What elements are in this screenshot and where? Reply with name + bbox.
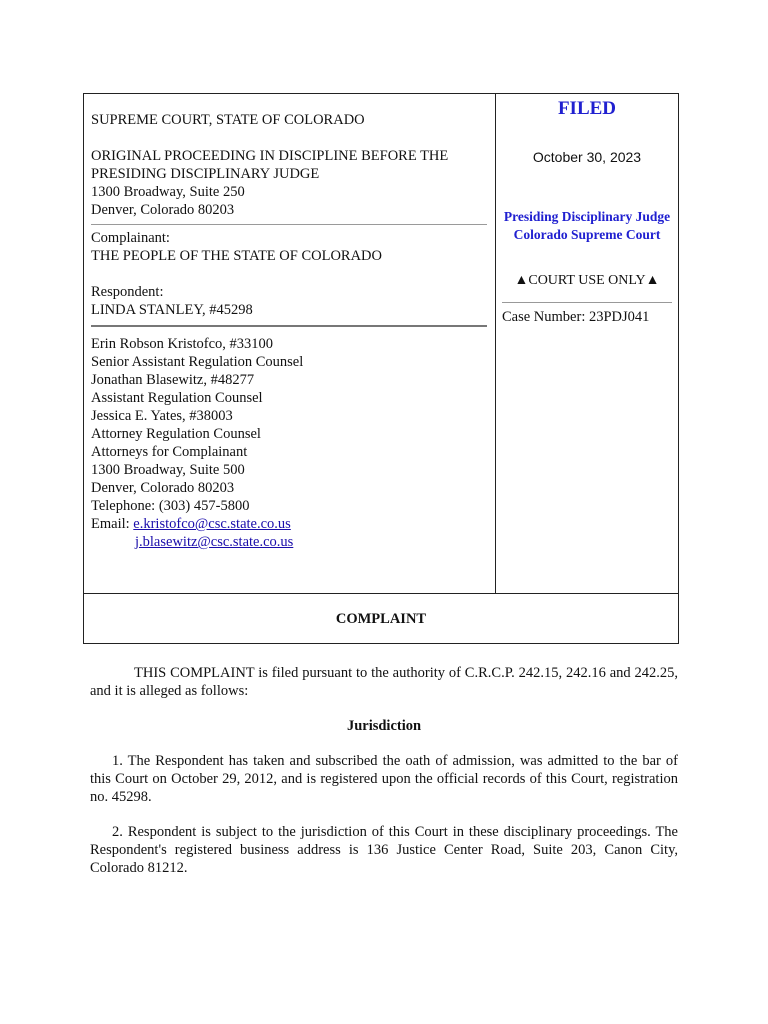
judge-stamp <box>496 208 678 244</box>
section-heading: Jurisdiction <box>346 718 422 734</box>
case-caption-box <box>83 93 679 644</box>
complaint-body <box>90 664 678 894</box>
counsel-line: Telephone: (303) 457-5800 <box>91 498 250 514</box>
case-number: Case Number: 23PDJ041 <box>502 309 650 325</box>
paragraph-1: 1. The Respondent has taken and subscribed the oath of admission, was admitted to the bar of this Court on October 29, 2012, and is registered upon the official records of this Court, registration no. 45298. <box>90 753 678 805</box>
respondent-label: Respondent: <box>91 284 164 300</box>
counsel-line: Attorney Regulation Counsel <box>91 426 261 442</box>
divider <box>502 302 672 303</box>
caption-divider-vertical <box>495 94 496 593</box>
judge-stamp-line-2: Colorado Supreme Court <box>513 227 661 242</box>
court-name: SUPREME COURT, STATE OF COLORADO <box>91 112 365 128</box>
counsel-line: 1300 Broadway, Suite 500 <box>91 462 245 478</box>
counsel-line: Erin Robson Kristofco, #33100 <box>91 336 274 352</box>
counsel-line: Jessica E. Yates, #38003 <box>91 408 233 424</box>
filed-stamp: FILED <box>557 98 617 119</box>
proceeding-line-2: PRESIDING DISCIPLINARY JUDGE <box>91 166 320 182</box>
counsel-line: Senior Assistant Regulation Counsel <box>91 354 304 370</box>
court-use-only: ▲COURT USE ONLY▲ <box>514 273 660 288</box>
document-title: COMPLAINT <box>335 611 427 627</box>
email-link-blasewitz[interactable]: j.blasewitz@csc.state.co.us <box>135 534 294 550</box>
complainant-label: Complainant: <box>91 230 170 246</box>
caption-divider-horizontal <box>84 593 678 594</box>
email-row <box>91 515 487 533</box>
email-row-2 <box>91 533 487 551</box>
complainant-name: THE PEOPLE OF THE STATE OF COLORADO <box>91 248 382 264</box>
email-link-kristofco[interactable]: e.kristofco@csc.state.co.us <box>133 516 291 532</box>
proceeding-line-1: ORIGINAL PROCEEDING IN DISCIPLINE BEFORE THE <box>91 148 449 164</box>
paragraph-2: 2. Respondent is subject to the jurisdiction of this Court in these disciplinary proceedings. The Respondent's registered business address is 136 Justice Center Road, Suite 203, Canon City, Colorado 81212. <box>90 824 678 876</box>
divider <box>91 224 487 225</box>
counsel-line: Denver, Colorado 80203 <box>91 480 235 496</box>
filed-date: October 30, 2023 <box>532 149 642 165</box>
court-address-2: Denver, Colorado 80203 <box>91 202 235 218</box>
email-label: Email: <box>91 516 130 532</box>
counsel-line: Assistant Regulation Counsel <box>91 390 263 406</box>
counsel-line: Jonathan Blasewitz, #48277 <box>91 372 255 388</box>
intro-paragraph: THIS COMPLAINT is filed pursuant to the authority of C.R.C.P. 242.15, 242.16 and 242.25, and it is alleged as follows: <box>90 665 678 699</box>
judge-stamp-line-1: Presiding Disciplinary Judge <box>503 209 671 224</box>
respondent-name: LINDA STANLEY, #45298 <box>91 302 253 318</box>
court-address-1: 1300 Broadway, Suite 250 <box>91 184 245 200</box>
divider <box>91 325 487 327</box>
counsel-line: Attorneys for Complainant <box>91 444 248 460</box>
caption-left-panel <box>91 111 487 551</box>
